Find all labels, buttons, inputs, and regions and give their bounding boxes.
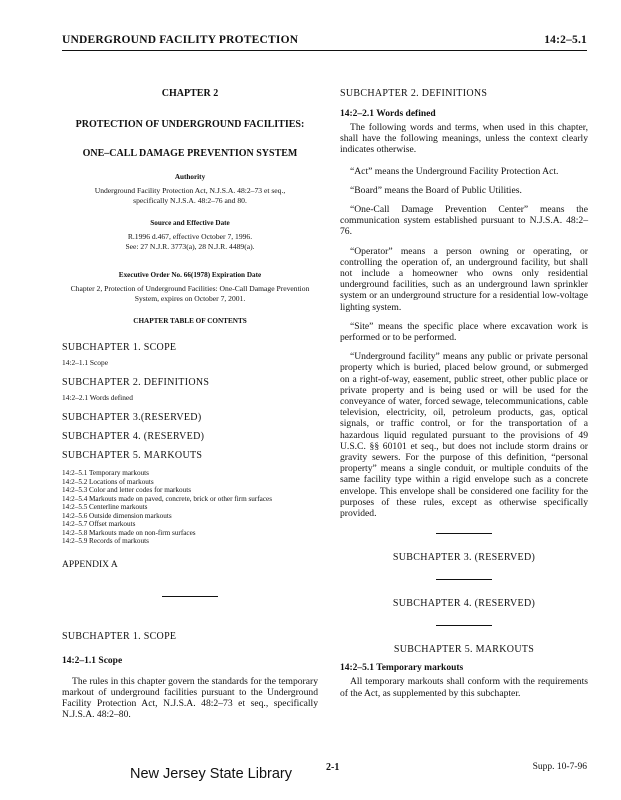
definitions-intro: The following words and terms, when used in this chapter, shall have the following meanings, unless the context clearly indicates otherwise.	[340, 122, 588, 156]
chapter-number: CHAPTER 2	[161, 88, 219, 99]
definition-operator: “Operator” means a person owning or operating, or controlling the operation of, an underground facility, but shall not include a homeowner who owns only residential underground facilities, such as an underground lawn sprinkler system or an underground structure for a residential low-voltage lighting system.	[340, 245, 588, 313]
toc-heading: CHAPTER TABLE OF CONTENTS	[133, 317, 247, 325]
toc-appendix: APPENDIX A	[62, 559, 118, 570]
exec-order-heading: Executive Order No. 66(1978) Expiration Date	[118, 271, 262, 279]
definition-board: “Board” means the Board of Public Utilities.	[350, 184, 522, 196]
toc-subchapter-2: SUBCHAPTER 2. DEFINITIONS	[62, 377, 210, 388]
subchapter-4-heading: SUBCHAPTER 4. (RESERVED)	[392, 598, 536, 610]
toc-row	[62, 486, 318, 495]
section-divider	[436, 579, 492, 580]
page-number: 2-1	[326, 762, 340, 773]
definition-act: “Act” means the Underground Facility Protection Act.	[350, 165, 559, 177]
authority-heading: Authority	[174, 173, 206, 181]
toc-row	[62, 529, 318, 538]
scope-subchapter-heading: SUBCHAPTER 1. SCOPE	[62, 630, 177, 642]
toc-subchapter-3: SUBCHAPTER 3.(RESERVED)	[62, 412, 202, 423]
running-header	[62, 34, 587, 46]
toc-row	[62, 469, 318, 478]
toc-row-text: Markouts made on paved, concrete, brick or other firm surfaces	[89, 494, 273, 503]
toc-subchapter-1: SUBCHAPTER 1. SCOPE	[62, 342, 177, 353]
toc-row-text: Outside dimension markouts	[89, 511, 172, 520]
definition-one-call-center: “One-Call Damage Prevention Center” means the communication system established pursuant to N.J.S.A. 48:2–76.	[340, 204, 588, 238]
toc-row-text: Locations of markouts	[89, 477, 154, 486]
left-column	[62, 88, 318, 720]
toc-subchapter-4: SUBCHAPTER 4. (RESERVED)	[62, 431, 205, 442]
toc-row-number: 14:2–5.3	[62, 486, 88, 494]
section-divider	[162, 596, 218, 597]
toc-row-number: 14:2–5.2	[62, 477, 88, 486]
source-text-2: See: 27 N.J.R. 3773(a), 28 N.J.R. 4489(a).	[125, 241, 255, 251]
toc-row	[62, 512, 318, 521]
toc-row-text: Records of markouts	[89, 537, 149, 545]
library-watermark: New Jersey State Library	[130, 766, 292, 782]
toc-row-text: Color and letter codes for markouts	[89, 486, 191, 494]
toc-row-number: 14:2–5.9	[62, 537, 88, 545]
toc-row	[62, 495, 318, 504]
header-section-range: 14:2–5.1	[544, 34, 587, 46]
toc-row-number: 14:2–5.4	[62, 494, 88, 503]
toc-row-text: Markouts made on non-firm surfaces	[89, 528, 196, 537]
toc-row-number: 14:2–5.5	[62, 503, 88, 511]
toc-row-text: Temporary markouts	[89, 469, 149, 477]
markouts-text: All temporary markouts shall conform with the requirements of the Act, as supplemented by this subchapter.	[340, 676, 588, 699]
definition-site: “Site” means the specific place where excavation work is performed or to be performed.	[340, 320, 588, 344]
supplement-date: Supp. 10-7-96	[532, 762, 587, 772]
source-heading: Source and Effective Date	[150, 219, 230, 227]
toc-row	[62, 537, 318, 546]
toc-row-number: 14:2–5.8	[62, 528, 88, 537]
scope-section-heading: 14:2–1.1 Scope	[62, 655, 123, 666]
toc-row-number: 14:2–5.7	[62, 520, 88, 528]
source-text-1: R.1996 d.467, effective October 7, 1996.	[127, 232, 253, 241]
section-divider	[436, 533, 492, 534]
toc-row-number: 14:2–5.1	[62, 469, 88, 477]
toc-row-text: Offset markouts	[89, 520, 136, 528]
exec-order-text: Chapter 2, Protection of Underground Facilities: One-Call Damage Prevention System, expires on October 7, 2001.	[70, 284, 310, 303]
toc-markouts-list	[62, 469, 318, 546]
definitions-subchapter-heading: SUBCHAPTER 2. DEFINITIONS	[340, 88, 488, 99]
subchapter-3-heading: SUBCHAPTER 3. (RESERVED)	[392, 552, 536, 564]
toc-subchapter-5: SUBCHAPTER 5. MARKOUTS	[62, 450, 203, 461]
scope-text: The rules in this chapter govern the standards for the temporary markout of underground facilities pursuant to the Underground Facility Protection Act, N.J.S.A. 48:2–73 et seq., specifically N.J.S.A. 48:2–80.	[62, 675, 318, 721]
toc-row-text: Centerline markouts	[89, 503, 148, 511]
toc-item-words-defined: 14:2–2.1 Words defined	[62, 393, 133, 402]
toc-row	[62, 478, 318, 487]
toc-row-number: 14:2–5.6	[62, 511, 88, 520]
definitions-section-heading: 14:2–2.1 Words defined	[340, 109, 436, 119]
toc-row	[62, 520, 318, 529]
definition-underground-facility: “Underground facility” means any public or private personal property which is buried, placed below ground, or submerged on a right-of-way, easement, public street, other public place or private property and is being used or will be used for the conveyance of water, forced sewage, telecommunications, cable television, electricity, oil, petroleum products, gas, optical signals, or traffic control, or for the transportation of a hazardous liquid regulated pursuant to the provisions of 49 U.S.C. §§ 60101 et seq., but does not include storm drains or gravity sewers. For the purpose of this definition, “personal property” means a single conduit, or multiple conduits of the same facility type within a rigid envelope such as a concrete envelope. This envelope shall be considered one facility for the purposes of these rules, except as otherwise specifically provided.	[340, 351, 588, 520]
authority-text: Underground Facility Protection Act, N.J.S.A. 48:2–73 et seq., specifically N.J.S.A. 48:2–76 and 80.	[94, 186, 286, 205]
subchapter-5-heading: SUBCHAPTER 5. MARKOUTS	[393, 644, 535, 656]
chapter-title: PROTECTION OF UNDERGROUND FACILITIES:	[75, 119, 305, 130]
markouts-section-heading: 14:2–5.1 Temporary markouts	[340, 663, 464, 674]
toc-item-scope: 14:2–1.1 Scope	[62, 358, 108, 367]
right-column	[340, 88, 588, 699]
section-divider	[436, 625, 492, 626]
header-rule	[62, 50, 587, 51]
chapter-subtitle: ONE–CALL DAMAGE PREVENTION SYSTEM	[82, 148, 298, 159]
toc-row	[62, 503, 318, 512]
header-title: UNDERGROUND FACILITY PROTECTION	[62, 34, 299, 46]
